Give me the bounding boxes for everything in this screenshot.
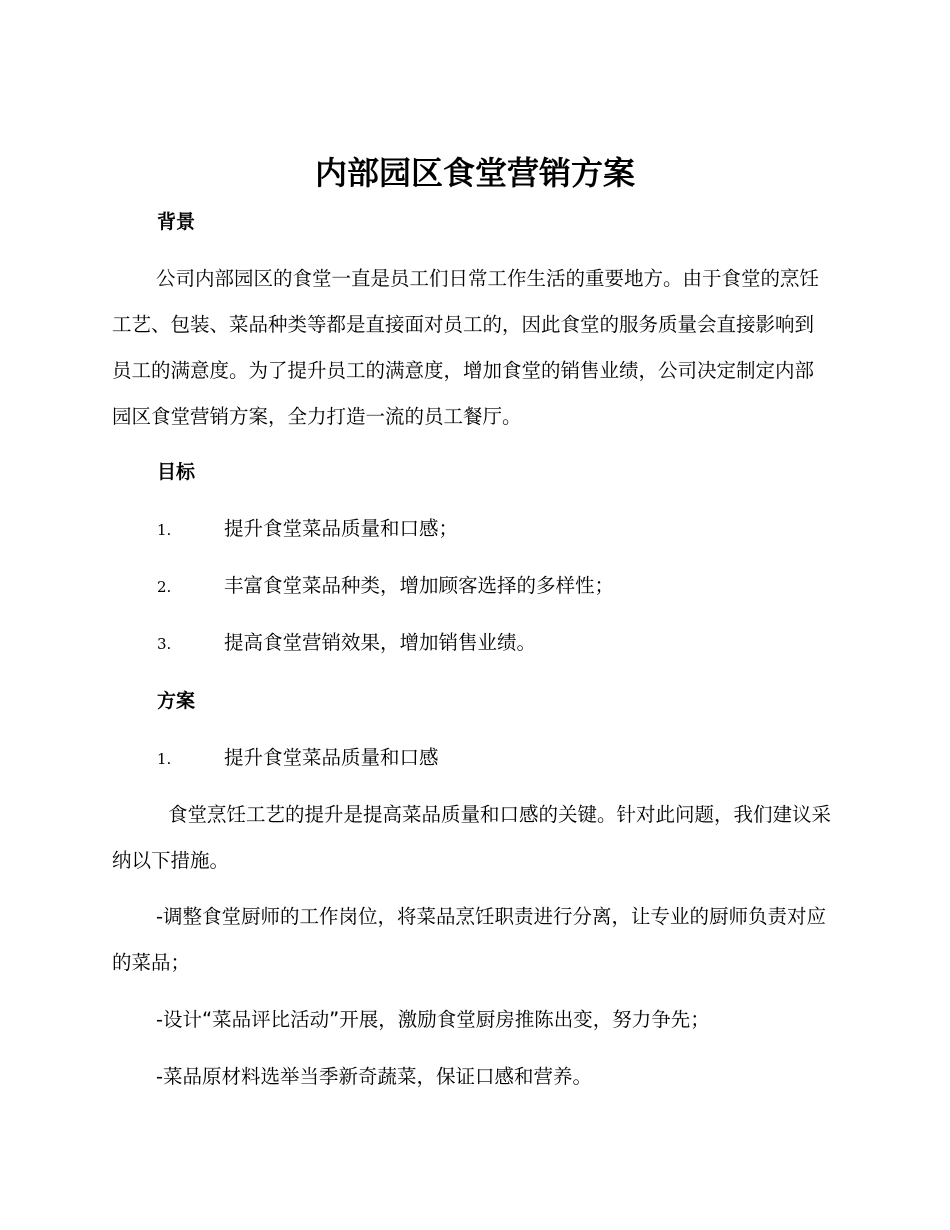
plan-intro-paragraph: 食堂烹饪工艺的提升是提高菜品质量和口感的关键。针对此问题，我们建议采纳以下措施。 [112, 803, 832, 872]
section-heading-plan: 方案 [157, 690, 196, 712]
list-number: 1. [157, 750, 172, 768]
list-number: 2. [157, 578, 172, 596]
list-number: 1. [157, 521, 172, 539]
section-heading-background: 背景 [157, 211, 196, 233]
list-text: 提升食堂菜品质量和口感； [224, 517, 459, 540]
plan-measure: -菜品原材料选举当季新奇蔬菜，保证口感和营养。 [156, 1065, 593, 1088]
list-text: 丰富食堂菜品种类，增加顾客选择的多样性； [224, 574, 615, 597]
section-heading-goals: 目标 [157, 461, 196, 483]
plan-measure: -调整食堂厨师的工作岗位，将菜品烹饪职责进行分离，让专业的厨师负责对应的菜品； [112, 905, 827, 974]
background-paragraph: 公司内部园区的食堂一直是员工们日常工作生活的重要地方。由于食堂的烹饪工艺、包装、菜品种类等都是直接面对员工的，因此食堂的服务质量会直接影响到员工的满意度。为了提升员工的满意度，增加食堂的销售业绩，公司决定制定内部园区食堂营销方案，全力打造一流的员工餐厅。 [112, 267, 820, 428]
list-text: 提高食堂营销效果，增加销售业绩。 [224, 631, 537, 654]
list-number: 3. [157, 635, 172, 653]
document-title: 内部园区食堂营销方案 [314, 154, 635, 192]
plan-measure: -设计“菜品评比活动”开展，激励食堂厨房推陈出变，努力争先； [156, 1008, 710, 1031]
list-text: 提升食堂菜品质量和口感 [224, 746, 439, 769]
